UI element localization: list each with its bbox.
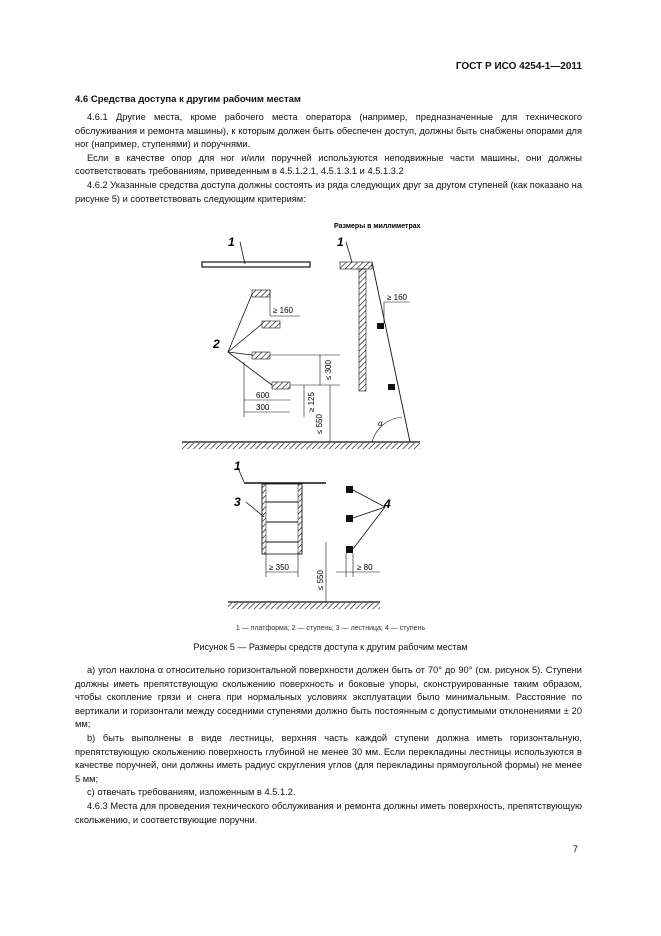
dim-350: ≥ 350 [269,563,289,572]
label-step-2: 2 [213,337,220,351]
text-block-top [75,111,582,206]
dim-80: ≥ 80 [357,563,373,572]
dim-600: 600 [256,391,270,400]
paragraph: b) быть выполнены в виде лестницы, верхняя часть каждой ступени должна иметь горизонтальную, препятствующую скольжению поверхность глубиной не менее 30 мм. Если перекладины лестницы используются в качестве поручней, они должны иметь радиус скругления углов (для перекладины прямоугольной формы) не менее 5 мм; [75,732,582,784]
dim-550-lower: ≤ 550 [316,570,325,590]
label-platform-1-right: 1 [337,235,344,249]
dim-300-vertical: ≤ 300 [324,360,333,380]
angle-alpha: α [378,419,383,428]
ladder-frame [262,484,302,554]
text-block-bottom [75,664,582,827]
incline-line [372,262,410,442]
dim-125: ≥ 125 [307,392,316,412]
platform-left [202,262,310,267]
label-platform-1-lower: 1 [234,459,241,473]
label-ladder-3: 3 [234,495,241,509]
ground-hatch-upper [182,443,420,449]
section-title: 4.6 Средства доступа к другим рабочим местам [75,94,301,105]
figure-caption: Рисунок 5 — Размеры средств доступа к другим рабочим местам [193,642,468,652]
step-4-bottom [346,546,353,553]
step-2 [262,321,280,328]
step-1 [252,290,270,297]
document-id-header: ГОСТ Р ИСО 4254-1—2011 [455,61,582,72]
figure-legend: 1 — платформа; 2 — ступень; 3 — лестница; 4 — ступень [235,625,426,632]
vertical-post [359,269,366,391]
label-step-4: 4 [384,497,391,511]
paragraph: Если в качестве опор для ног и/или поручней используются неподвижные части машины, они должны соответствовать требованиям, приведенным в 4.5.1.2.1, 4.5.1.3.1 и 4.5.1.3.2 [75,152,582,177]
ground-hatch-lower [228,603,380,609]
dim-550-upper: ≤ 550 [315,414,324,434]
platform-right [340,262,372,269]
paragraph: a) угол наклона α относительно горизонтальной поверхности должен быть от 70° до 90° (см. рисунок 5). Ступени должны иметь препятствующую скольжению поверхность и боковые упоры, сконструированные таким образом, чтобы скопление грязи и снега при нормальных условиях эксплуатации было минимальным. Расстояние по вертикали и горизонтали между соседними ступенями должно быть постоянным с допустимыми отклонениями ± 20 мм; [75,665,582,730]
dim-160-left: ≥ 160 [273,306,293,315]
label-platform-1: 1 [228,235,235,249]
step-4-top [346,486,353,493]
step-4 [272,382,290,389]
paragraph: c) отвечать требованиям, изложенным в 4.5.1.2. [87,787,296,798]
figure-5 [0,212,661,632]
dim-160-right: ≥ 160 [387,293,407,302]
paragraph: 4.6.3 Места для проведения технического обслуживания и ремонта должны иметь поверхность, препятствующую скольжению, и соответствующие поручни. [75,800,582,825]
dimensions-note: Размеры в миллиметрах [334,223,421,230]
paragraph: 4.6.2 Указанные средства доступа должны состоять из ряда следующих друг за другом ступеней (как показано на рисунке 5) и соответствовать следующим критериям: [75,179,582,204]
page-number: 7 [572,844,578,855]
step-4-middle [346,515,353,522]
step-3 [252,352,270,359]
paragraph: 4.6.1 Другие места, кроме рабочего места оператора (например, предназначенные для технического обслуживания и ремонта машины), к которым должен быть обеспечен доступ, должны быть снабжены опорами для ног (например, ступенями) и поручнями. [75,112,582,150]
figure-drawing [0,212,661,632]
step-right-upper [377,323,384,329]
step-right-lower [388,384,395,390]
dim-300-horizontal: 300 [256,403,270,412]
